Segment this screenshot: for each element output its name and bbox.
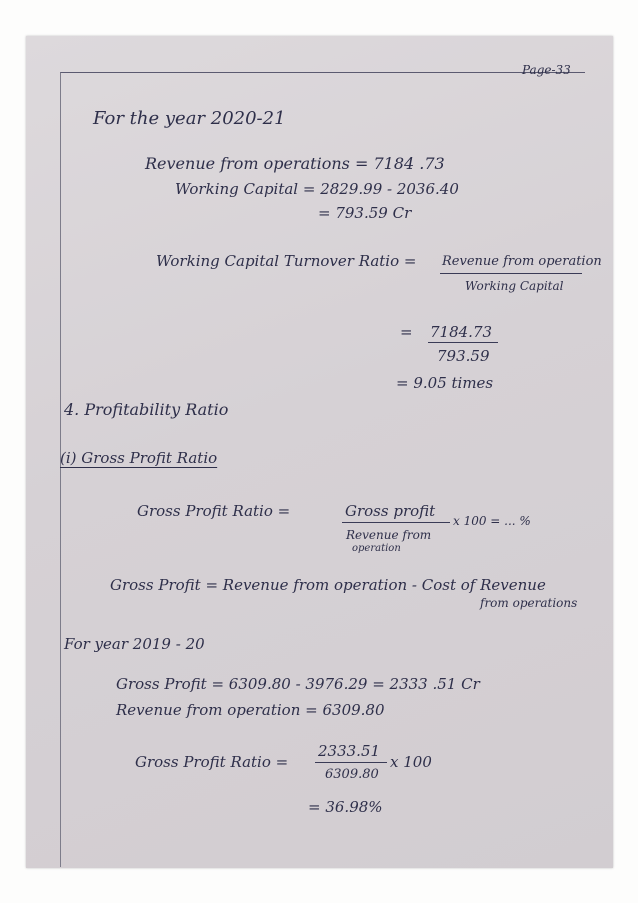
gpr-formula-denominator-2: operation	[352, 543, 401, 554]
wctr-calc-numerator: 7184.73	[430, 323, 493, 341]
section-4-heading: 4. Profitability Ratio	[64, 400, 229, 419]
wctr-calc-denominator: 793.59	[437, 347, 490, 365]
revenue-2019-20: Revenue from operation = 6309.80	[116, 701, 385, 719]
wctr-denominator: Working Capital	[465, 279, 564, 293]
gpr-2019-20-result: = 36.98%	[308, 798, 383, 816]
gpr-2019-20-label: Gross Profit Ratio =	[135, 753, 289, 771]
gpr-2019-20-denominator: 6309.80	[325, 767, 379, 782]
gpr-formula-denominator-1: Revenue from	[346, 528, 432, 542]
wctr-fraction-bar	[440, 273, 582, 274]
wctr-numerator: Revenue from operation	[442, 254, 602, 269]
working-capital-calc: Working Capital = 2829.99 - 2036.40	[175, 180, 459, 198]
gpr-formula-bar	[342, 522, 450, 523]
revenue-2020-21: Revenue from operations = 7184 .73	[145, 154, 445, 173]
wctr-result: = 9.05 times	[396, 374, 494, 392]
wctr-calc-equals: =	[400, 323, 413, 341]
gpr-formula-label: Gross Profit Ratio =	[137, 502, 291, 520]
year-heading-2019-20: For year 2019 - 20	[64, 635, 205, 653]
year-heading-2020-21: For the year 2020-21	[93, 108, 286, 129]
gpr-formula-numerator: Gross profit	[345, 502, 436, 520]
gross-profit-definition: Gross Profit = Revenue from operation - Cost of Revenue	[110, 576, 546, 594]
wctr-calc-bar	[428, 342, 498, 343]
working-capital-result: = 793.59 Cr	[318, 204, 412, 222]
page-number: Page-33	[522, 63, 571, 77]
gpr-2019-20-numerator: 2333.51	[318, 742, 381, 760]
gross-profit-definition-cont: from operations	[480, 596, 578, 610]
wctr-label: Working Capital Turnover Ratio =	[156, 252, 417, 270]
gross-profit-2019-20: Gross Profit = 6309.80 - 3976.29 = 2333 .51 Cr	[116, 675, 480, 693]
gpr-formula-multiplier: x 100 = ... %	[453, 514, 531, 528]
gpr-2019-20-bar	[315, 762, 387, 763]
gpr-2019-20-multiplier: x 100	[390, 753, 432, 771]
gross-profit-ratio-subheading: (i) Gross Profit Ratio	[60, 449, 218, 467]
